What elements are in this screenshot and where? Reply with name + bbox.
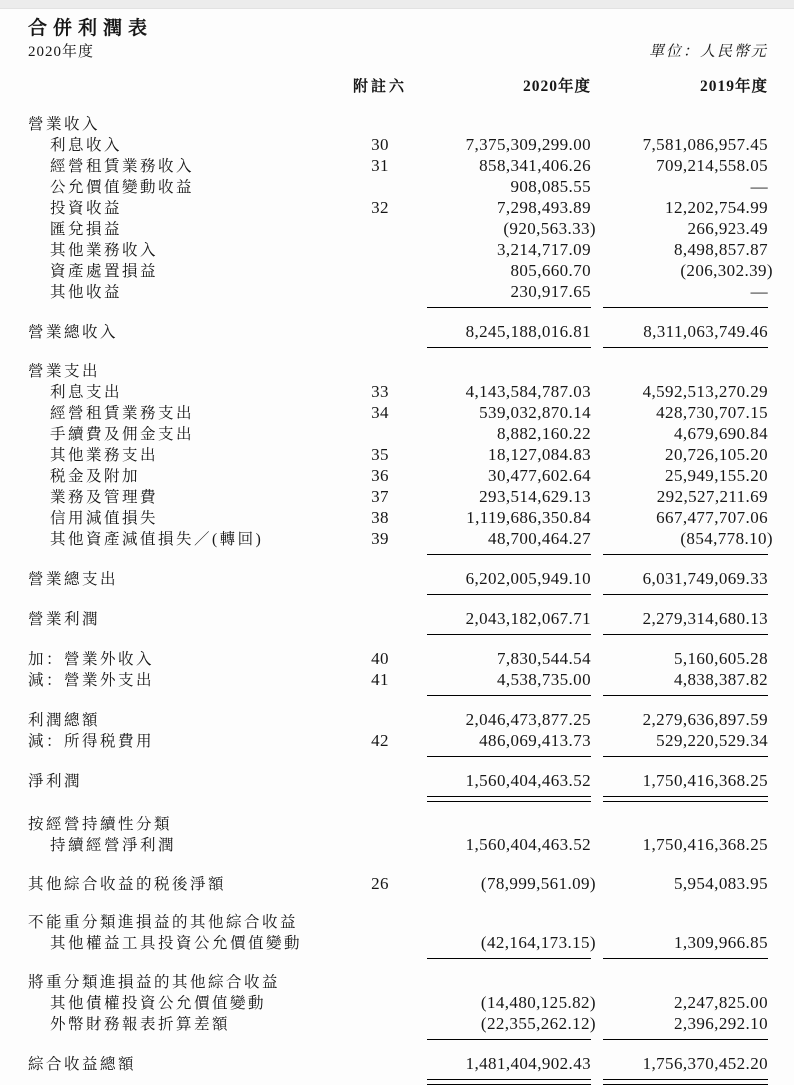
reporting-period: 2020年度 [28, 44, 95, 60]
rule-spacer [28, 756, 333, 758]
value-2020: 7,375,309,299.00 [465, 135, 591, 154]
rule-line [603, 695, 768, 697]
rule-spacer [345, 554, 415, 556]
value-2020: 30,477,602.64 [488, 466, 591, 485]
value-2019: 12,202,754.99 [665, 198, 768, 217]
subtitle-row [28, 42, 768, 62]
total-row [28, 322, 768, 343]
single-rule-row [28, 695, 768, 697]
row-label: 其他債權投資公允價值變動 [50, 995, 267, 1012]
item-row [28, 487, 768, 508]
rule-line [427, 1079, 591, 1085]
value-2020: (14,480,125.82) [480, 993, 596, 1012]
value-2020: 2,046,473,877.25 [465, 710, 591, 729]
page-title: 合併利潤表 [28, 18, 154, 39]
value-2020: 293,514,629.13 [479, 487, 591, 506]
note-ref: 30 [371, 135, 389, 154]
value-2019: 5,954,083.95 [673, 874, 768, 893]
rule-spacer [28, 1039, 333, 1041]
value-2019: 266,923.49 [687, 219, 768, 238]
value-2020: 48,700,464.27 [488, 529, 591, 548]
rule-line [603, 307, 768, 309]
value-2019: 1,750,416,368.25 [642, 835, 768, 854]
item-row [28, 382, 768, 403]
rule-spacer [28, 958, 333, 960]
value-2020: 7,298,493.89 [496, 198, 591, 217]
row-label: 税金及附加 [50, 468, 141, 485]
rule-line [603, 634, 768, 636]
row-label: 其他綜合收益的税後淨額 [28, 876, 227, 893]
value-2020: 805,660.70 [510, 261, 591, 280]
value-2019: 428,730,707.15 [656, 403, 768, 422]
value-2019: 292,527,211.69 [656, 487, 768, 506]
value-2020: 908,085.55 [510, 177, 591, 196]
rule-spacer [28, 634, 333, 636]
row-label: 利息收入 [50, 137, 123, 154]
value-2020: 8,882,160.22 [496, 424, 591, 443]
column-header-2020: 2020年度 [522, 78, 591, 95]
single-rule-row [28, 594, 768, 596]
rule-line [427, 756, 591, 758]
row-label: 加：營業外收入 [28, 651, 155, 668]
rule-spacer [345, 695, 415, 697]
row-label: 將重分類進損益的其他綜合收益 [28, 974, 281, 991]
note-ref: 42 [371, 731, 389, 750]
rule-line [603, 756, 768, 758]
item-row [28, 933, 768, 954]
value-2019: 667,477,707.06 [656, 508, 768, 527]
item-row [28, 403, 768, 424]
row-label: 減：營業外支出 [28, 672, 155, 689]
rule-line [603, 347, 768, 349]
item-row [28, 177, 768, 198]
value-2020: 1,481,404,902.43 [465, 1054, 591, 1073]
rule-spacer [28, 307, 333, 309]
value-2019: 2,279,314,680.13 [642, 609, 768, 628]
single-rule-row [28, 347, 768, 349]
double-rule-row [28, 796, 768, 802]
value-2020: 858,341,406.26 [479, 156, 591, 175]
value-2019: 4,838,387.82 [673, 670, 768, 689]
item-row [28, 649, 768, 670]
section-row [28, 913, 768, 933]
rule-line [603, 1079, 768, 1085]
row-label: 業務及管理費 [50, 489, 159, 506]
item-row [28, 261, 773, 282]
value-2020: 1,560,404,463.52 [465, 771, 591, 790]
value-2020: 4,538,735.00 [496, 670, 591, 689]
row-label: 利潤總額 [28, 712, 101, 729]
value-2019: 1,309,966.85 [673, 933, 768, 952]
row-label: 其他資產減值損失／(轉回) [50, 531, 264, 548]
value-2019: 6,031,749,069.33 [642, 569, 768, 588]
row-label: 其他業務支出 [50, 447, 159, 464]
section-row [28, 973, 768, 993]
rule-spacer [28, 594, 333, 596]
page-top-edge [0, 0, 794, 9]
note-ref: 39 [371, 529, 389, 548]
value-2020: (920,563.33) [503, 219, 596, 238]
rule-spacer [28, 347, 333, 349]
row-label: 信用減值損失 [50, 510, 159, 527]
value-2019: 1,750,416,368.25 [642, 771, 768, 790]
item-row [28, 466, 768, 487]
item-row [28, 874, 768, 895]
total-row [28, 1054, 768, 1075]
rule-line [427, 1039, 591, 1041]
income-statement-page [0, 9, 794, 1085]
rule-line [603, 554, 768, 556]
rule-line [603, 958, 768, 960]
item-row [28, 219, 768, 240]
rule-line [427, 958, 591, 960]
value-2019: 7,581,086,957.45 [642, 135, 768, 154]
item-row [28, 835, 768, 856]
rule-line [427, 347, 591, 349]
value-2020: (78,999,561.09) [480, 874, 596, 893]
row-label: 利息支出 [50, 384, 123, 401]
item-row [28, 529, 773, 550]
total-row [28, 710, 768, 731]
row-label: 資產處置損益 [50, 263, 159, 280]
statement-rows [28, 115, 773, 1085]
value-2020: 1,119,686,350.84 [466, 508, 591, 527]
item-row [28, 424, 768, 445]
note-ref: 37 [371, 487, 389, 506]
row-label: 匯兌損益 [50, 221, 123, 238]
rule-spacer [345, 594, 415, 596]
note-ref: 32 [371, 198, 389, 217]
rule-spacer [345, 756, 415, 758]
rule-spacer [345, 796, 415, 802]
value-2019: 4,592,513,270.29 [642, 382, 768, 401]
column-header-2019: 2019年度 [699, 78, 768, 95]
rule-line [603, 796, 768, 802]
total-row [28, 609, 768, 630]
rule-line [427, 307, 591, 309]
value-2020: 1,560,404,463.52 [465, 835, 591, 854]
row-label: 減：所得税費用 [28, 733, 155, 750]
rule-line [427, 695, 591, 697]
note-ref: 26 [371, 874, 389, 893]
value-2019: 2,279,636,897.59 [642, 710, 768, 729]
single-rule-row [28, 756, 768, 758]
item-row [28, 1014, 768, 1035]
item-row [28, 445, 768, 466]
value-2019: 20,726,105.20 [665, 445, 768, 464]
section-row [28, 115, 768, 135]
single-rule-row [28, 554, 768, 556]
item-row [28, 135, 768, 156]
value-2019: 25,949,155.20 [665, 466, 768, 485]
rule-spacer [345, 634, 415, 636]
row-label: 其他權益工具投資公允價值變動 [50, 935, 303, 952]
value-2020: 18,127,084.83 [488, 445, 591, 464]
note-ref: 31 [371, 156, 389, 175]
item-row [28, 670, 768, 691]
single-rule-row [28, 307, 768, 309]
row-label: 綜合收益總額 [28, 1056, 137, 1073]
total-row [28, 569, 768, 590]
row-label: 持續經營淨利潤 [50, 837, 177, 854]
value-2020: 8,245,188,016.81 [465, 322, 591, 341]
section-row [28, 815, 768, 835]
value-2019: 709,214,558.05 [656, 156, 768, 175]
row-label: 營業總收入 [28, 324, 119, 341]
note-ref: 40 [371, 649, 389, 668]
item-row [28, 731, 768, 752]
rule-spacer [28, 1079, 333, 1085]
row-label: 不能重分類進損益的其他綜合收益 [28, 914, 299, 931]
row-label: 其他業務收入 [50, 242, 159, 259]
row-label: 手續費及佣金支出 [50, 426, 195, 443]
value-2019: 2,247,825.00 [673, 993, 768, 1012]
rule-line [427, 554, 591, 556]
value-2019: (206,302.39) [680, 261, 773, 280]
row-label: 公允價值變動收益 [50, 179, 195, 196]
value-2019: 2,396,292.10 [673, 1014, 768, 1033]
column-header-note: 附註六 [352, 79, 407, 95]
value-2019: 8,498,857.87 [673, 240, 768, 259]
item-row [28, 156, 768, 177]
rule-line [427, 594, 591, 596]
row-label: 投資收益 [50, 200, 123, 217]
rule-spacer [28, 796, 333, 802]
rule-spacer [345, 1079, 415, 1085]
value-2019: 1,756,370,452.20 [642, 1054, 768, 1073]
single-rule-row [28, 634, 768, 636]
value-2019: (854,778.10) [680, 529, 773, 548]
row-label: 營業支出 [28, 363, 101, 380]
note-ref: 38 [371, 508, 389, 527]
row-label: 外幣財務報表折算差額 [50, 1016, 231, 1033]
rule-spacer [345, 307, 415, 309]
rule-spacer [345, 958, 415, 960]
value-2019: 5,160,605.28 [673, 649, 768, 668]
value-2020: 7,830,544.54 [496, 649, 591, 668]
value-2020: 486,069,413.73 [479, 731, 591, 750]
value-2019: 8,311,063,749.46 [643, 322, 768, 341]
rule-line [603, 1039, 768, 1041]
value-2020: 6,202,005,949.10 [465, 569, 591, 588]
rule-line [603, 594, 768, 596]
single-rule-row [28, 958, 768, 960]
value-2019: — [750, 282, 768, 301]
value-2019: 529,220,529.34 [656, 731, 768, 750]
row-label: 營業利潤 [28, 611, 101, 628]
row-label: 營業總支出 [28, 571, 119, 588]
section-row [28, 362, 768, 382]
note-ref: 36 [371, 466, 389, 485]
row-label: 經營租賃業務支出 [50, 405, 195, 422]
column-header-row [28, 77, 768, 97]
value-2020: 230,917.65 [510, 282, 591, 301]
value-2020: (22,355,262.12) [480, 1014, 596, 1033]
item-row [28, 282, 768, 303]
item-row [28, 240, 768, 261]
rule-spacer [345, 347, 415, 349]
note-ref: 34 [371, 403, 389, 422]
value-2019: 4,679,690.84 [673, 424, 768, 443]
row-label: 營業收入 [28, 116, 101, 133]
note-ref: 35 [371, 445, 389, 464]
note-ref: 33 [371, 382, 389, 401]
value-2020: 4,143,584,787.03 [465, 382, 591, 401]
item-row [28, 993, 768, 1014]
value-2020: (42,164,173.15) [480, 933, 596, 952]
item-row [28, 198, 768, 219]
note-ref: 41 [371, 670, 389, 689]
total-row [28, 771, 768, 792]
row-label: 經營租賃業務收入 [50, 158, 195, 175]
rule-spacer [28, 695, 333, 697]
row-label: 淨利潤 [28, 773, 83, 790]
single-rule-row [28, 1039, 768, 1041]
rule-line [427, 634, 591, 636]
value-2020: 539,032,870.14 [479, 403, 591, 422]
rule-spacer [28, 554, 333, 556]
currency-unit-note: 單位：人民幣元 [648, 44, 768, 60]
double-rule-row [28, 1079, 768, 1085]
row-label: 按經營持續性分類 [28, 816, 173, 833]
row-label: 其他收益 [50, 284, 123, 301]
rule-spacer [345, 1039, 415, 1041]
value-2020: 3,214,717.09 [496, 240, 591, 259]
value-2019: — [750, 177, 768, 196]
rule-line [427, 796, 591, 802]
value-2020: 2,043,182,067.71 [465, 609, 591, 628]
item-row [28, 508, 768, 529]
